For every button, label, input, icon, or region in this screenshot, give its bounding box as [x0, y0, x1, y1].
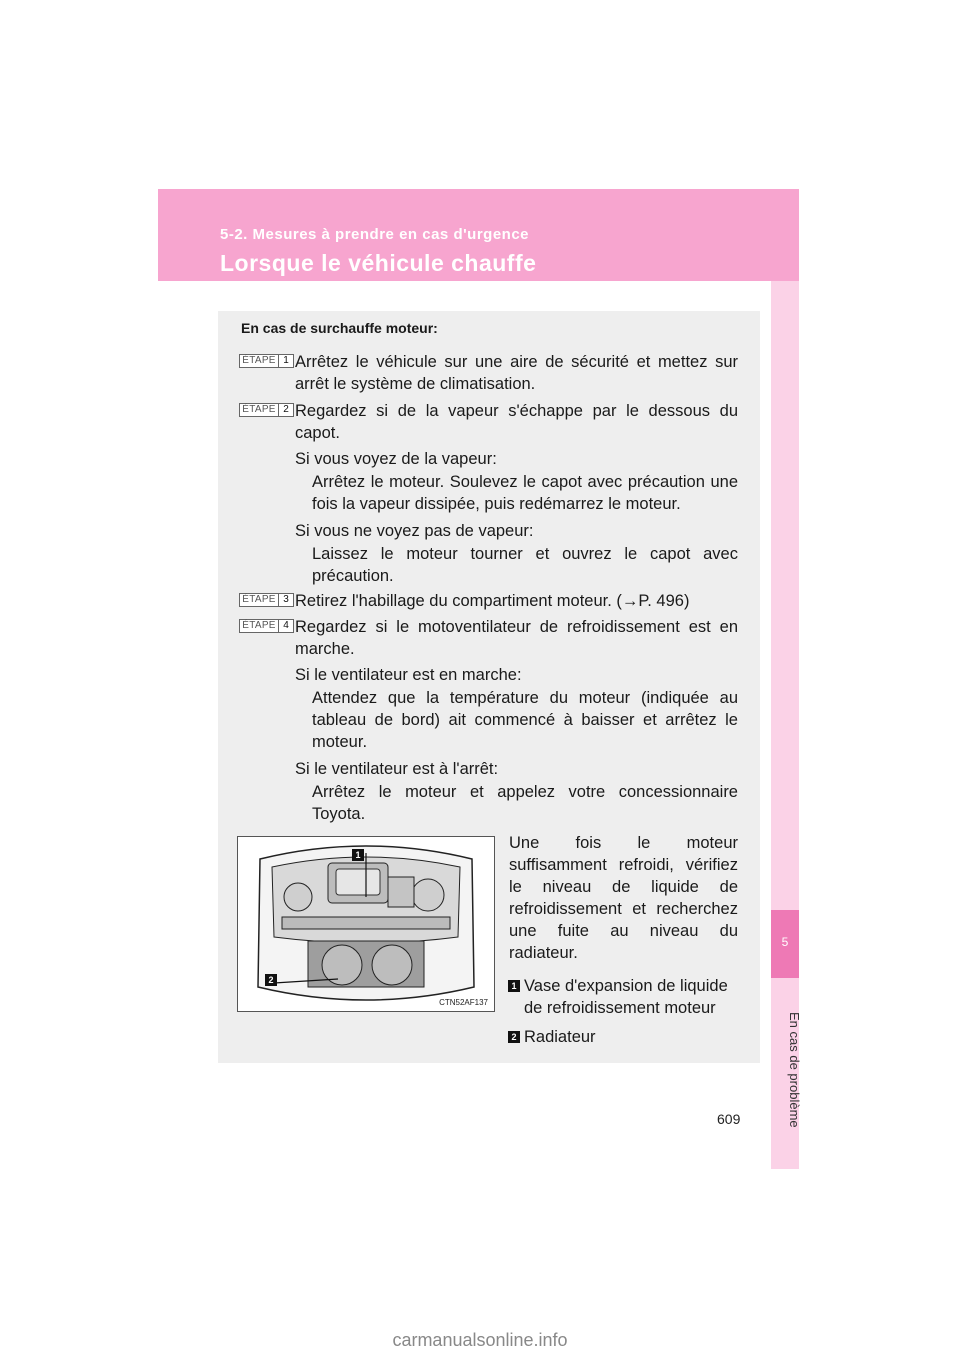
step-badge-2: ÉTAPE 2: [239, 403, 294, 417]
panel-intro: En cas de surchauffe moteur:: [241, 320, 438, 336]
step-2-case-2-text: Laissez le moteur tourner et ouvrez le capot avec précaution.: [312, 545, 738, 585]
step-4-text: Regardez si le motoventilateur de refroidissement est en marche.: [295, 618, 738, 658]
legend-item-2: Radiateur: [524, 1028, 596, 1046]
step-badge-3: ÉTAPE 3: [239, 593, 294, 607]
chapter-label: En cas de problème: [787, 1012, 802, 1128]
step-4-case-2-text: Arrêtez le moteur et appelez votre concessionnaire Toyota.: [312, 783, 738, 823]
step-4-case-2-title: Si le ventilateur est à l'arrêt:: [295, 760, 499, 778]
step-badge-4: ÉTAPE 4: [239, 619, 294, 633]
watermark: carmanualsonline.info: [392, 1330, 568, 1350]
figure-callout-1: 1: [352, 849, 364, 861]
legend-badge-1: 1: [508, 980, 520, 992]
step-2-text: Regardez si de la vapeur s'échappe par le dessous du capot.: [295, 402, 738, 442]
engine-bay-figure: [237, 836, 495, 1012]
page-number: 609: [717, 1111, 741, 1127]
chapter-number: 5: [781, 935, 789, 949]
figure-code: CTN52AF137: [439, 998, 488, 1007]
step-3-text: Retirez l'habillage du compartiment moteur. (→P. 496): [295, 592, 690, 610]
step-2-case-1-text: Arrêtez le moteur. Soulevez le capot avec précaution une fois la vapeur dissipée, puis redémarrez le moteur.: [312, 473, 738, 513]
legend-item-1: Vase d'expansion de liquide de refroidissement moteur: [524, 977, 728, 1017]
step-5-text: Une fois le moteur suffisamment refroidi, vérifiez le niveau de liquide de refroidissement et recherchez une fuite au niveau du radiateur.: [509, 834, 738, 962]
section-title: 5-2. Mesures à prendre en cas d'urgence: [220, 226, 530, 243]
step-4-case-1-title: Si le ventilateur est en marche:: [295, 666, 522, 684]
step-2-case-2-title: Si vous ne voyez pas de vapeur:: [295, 522, 534, 540]
step-2-case-1-title: Si vous voyez de la vapeur:: [295, 450, 497, 468]
step-1-text: Arrêtez le véhicule sur une aire de sécurité et mettez sur arrêt le système de climatisation.: [295, 353, 738, 393]
figure-callout-2: 2: [265, 974, 277, 986]
step-4-case-1-text: Attendez que la température du moteur (indiquée au tableau de bord) ait commencé à baisser et arrêtez le moteur.: [312, 689, 738, 751]
step-badge-1: ÉTAPE 1: [239, 354, 294, 368]
legend-badge-2: 2: [508, 1031, 520, 1043]
page-title: Lorsque le véhicule chauffe: [220, 250, 537, 276]
